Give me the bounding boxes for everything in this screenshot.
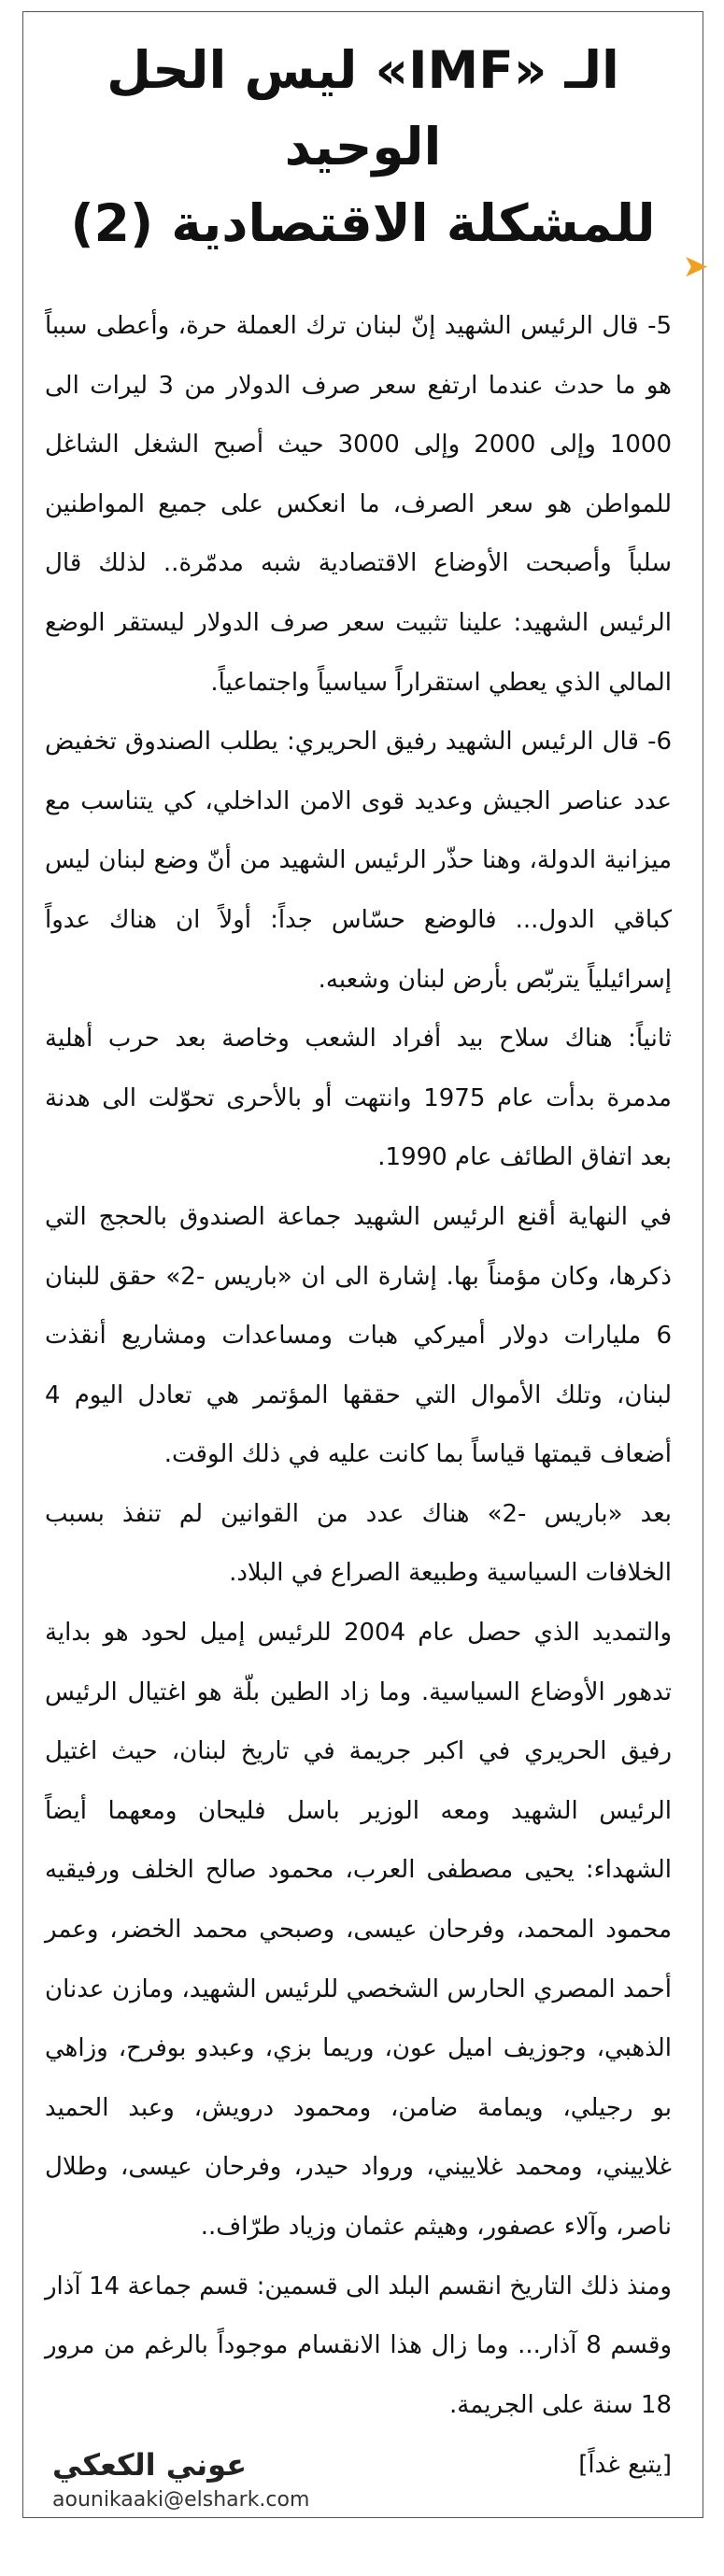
paragraph-6: 6- قال الرئيس الشهيد رفيق الحريري: يطلب الصندوق تخفيض عدد عناصر الجيش وعديد قوى الامن الداخلي، كي يتناسب مع ميزانية الدولة، وهنا حذّر الرئيس الشهيد من أنّ وضع لبنان ليس كباقي الدول... فالوضع حسّاس جداً: أولاً ان هناك عدواً إسرائيلياً يتربّص بأرض لبنان وشعبه.: [45, 728, 672, 994]
author-email[interactable]: aounikaaki@elshark.com: [52, 2488, 310, 2512]
to-be-continued: [يتبع غداً]: [578, 2451, 672, 2480]
double-arrow-icon: ➤: [684, 251, 708, 282]
paragraph-extension: والتمديد الذي حصل عام 2004 للرئيس إميل لحود هو بداية تدهور الأوضاع السياسية. وما زاد الطين بلّة هو اغتيال الرئيس رفيق الحريري في اكبر جريمة في تاريخ لبنان، حيث اغتيل الرئيس الشهيد ومعه الوزير باسل فليحان ومعهما أيضاً الشهداء: يحيى مصطفى العرب، محمود صالح الخلف ورفيقيه محمود المحمد، وفرحان عيسى، وصبحي محمد الخضر، وعمر أحمد المصري الحارس الشخصي للرئيس الشهيد، ومازن عدنان الذهبي، وجوزيف اميل عون، وريما بزي، وعبدو بوفرح، وزاهي بو رجيلي، ويمامة ضامن، ومحمود درويش، وعبد الحميد غلاييني، ومحمد غلاييني، ورواد حيدر، وفرحان عيسى، وطلال ناصر، وآلاء عصفور، وهيثم عثمان وزياد طرّاف..: [45, 1619, 672, 2241]
paragraph-5: 5- قال الرئيس الشهيد إنّ لبنان ترك العملة حرة، وأعطى سبباً هو ما حدث عندما ارتفع سعر صرف الدولار من 3 ليرات الى 1000 وإلى 2000 وإلى 3000 حيث أصبح الشغل الشاغل للمواطن هو سعر الصرف، ما انعكس على جميع المواطنين سلباً وأصبحت الأوضاع الاقتصادية شبه مدمّرة.. لذلك قال الرئيس الشهيد: علينا تثبيت سعر صرف الدولار ليستقر الوضع المالي الذي يعطي استقراراً سياسياً واجتماعياً.: [45, 312, 673, 697]
paragraph-second: ثانياً: هناك سلاح بيد أفراد الشعب وخاصة بعد حرب أهلية مدمرة بدأت عام 1975 وانتهت أو بالأحرى تحوّلت الى هدنة بعد اتفاق الطائف عام 1990.: [45, 1025, 672, 1172]
article-title: [26, 32, 700, 262]
paragraph-division: ومنذ ذلك التاريخ انقسم البلد الى قسمين: قسم جماعة 14 آذار وقسم 8 آذار... وما زال هذا الانقسام موجوداً بالرغم من مرور 18 سنة على الجريمة.: [45, 2272, 672, 2419]
author-name: عوني الكعكي: [52, 2447, 248, 2483]
article-body: [26, 297, 700, 2495]
title-line-2: للمشكلة الاقتصادية (2): [70, 193, 656, 253]
paragraph-paris2: بعد «باريس -2» هناك عدد من القوانين لم تنفذ بسبب الخلافات السياسية وطبيعة الصراع في البلاد.: [45, 1499, 672, 1588]
paragraph-conclusion: في النهاية أقنع الرئيس الشهيد جماعة الصندوق بالحجج التي ذكرها، وكان مؤمناً بها. إشارة الى ان «باريس -2» حقق للبنان 6 مليارات دولار أميركي هبات ومساعدات ومشاريع أنقذت لبنان، وتلك الأموال التي حققها المؤتمر هي تعادل اليوم 4 أضعاف قيمتها قياساً بما كانت عليه في ذلك الوقت.: [45, 1202, 672, 1469]
title-line-1: الـ «IMF» ليس الحل الوحيد: [106, 40, 619, 177]
author-signature: [52, 2447, 309, 2512]
